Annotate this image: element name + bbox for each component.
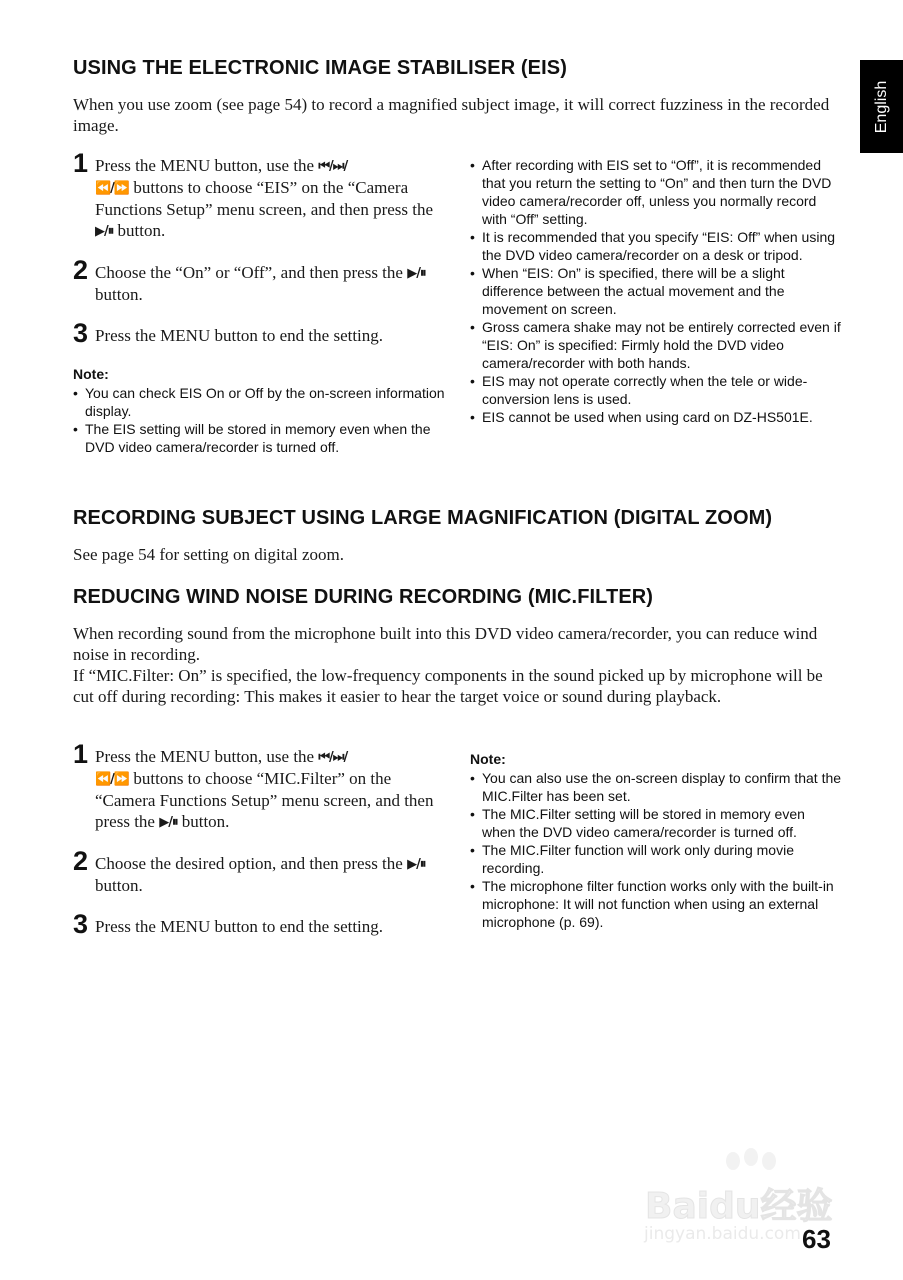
step-number: 1 <box>73 148 89 178</box>
digital-zoom-text: See page 54 for setting on digital zoom. <box>73 545 344 564</box>
eis-right-note-list <box>470 156 842 426</box>
skip-buttons-icon: ⏮/⏭/ <box>318 159 348 174</box>
step-text: Choose the desired option, and then press the <box>95 854 408 873</box>
language-tab-label: English <box>872 80 890 133</box>
step-text: Press the MENU button to end the setting. <box>95 917 384 936</box>
step-text: Press the MENU button to end the setting. <box>95 326 384 345</box>
digital-zoom-text-block <box>73 544 843 565</box>
eis-step-1 <box>73 148 453 242</box>
eis-steps <box>73 148 453 348</box>
step-text: Press the MENU button, use the <box>95 156 319 175</box>
step-number: 1 <box>73 739 89 769</box>
step-text: button. <box>95 285 143 304</box>
step-text: button. <box>113 221 166 240</box>
eis-note-list <box>73 384 453 456</box>
step-text: button. <box>95 876 143 895</box>
mic-filter-heading: REDUCING WIND NOISE DURING RECORDING (MIC.FILTER) <box>73 586 654 608</box>
play-pause-icon: ▶/⏸ <box>407 857 426 872</box>
note-title: Note: <box>73 366 109 382</box>
eis-step-2 <box>73 255 453 305</box>
mic-filter-intro <box>73 623 833 707</box>
step-number: 3 <box>73 318 89 348</box>
eis-step-3 <box>73 318 453 348</box>
mic-filter-steps <box>73 739 453 939</box>
note-item: • You can also use the on-screen display to confirm that the MIC.Filter has been set. <box>470 769 842 805</box>
play-pause-icon: ▶/⏸ <box>159 815 178 830</box>
page-number: 63 <box>802 1224 831 1254</box>
eis-intro <box>73 94 843 136</box>
mic-filter-note-list <box>470 769 842 931</box>
step-number: 2 <box>73 255 89 285</box>
paw-icon <box>744 1148 758 1166</box>
note-item: • Gross camera shake may not be entirely corrected even if “EIS: On” is specified: Firmly hold the DVD video camera/recorder with both hands. <box>470 318 842 372</box>
eis-heading: USING THE ELECTRONIC IMAGE STABILISER (EIS) <box>73 57 567 79</box>
step-number: 3 <box>73 909 89 939</box>
note-item: • EIS cannot be used when using card on DZ-HS501E. <box>470 408 842 426</box>
digital-zoom-heading: RECORDING SUBJECT USING LARGE MAGNIFICATION (DIGITAL ZOOM) <box>73 507 773 529</box>
mic-step-3 <box>73 909 453 939</box>
rewind-forward-icon: ⏪/⏩ <box>95 181 130 196</box>
play-pause-icon: ▶/⏸ <box>95 224 114 239</box>
step-text: button. <box>177 812 230 831</box>
eis-right-notes <box>470 156 842 426</box>
paw-icon <box>762 1152 776 1170</box>
eis-intro-text: When you use zoom (see page 54) to record a magnified subject image, it will correct fuzziness in the recorded image. <box>73 95 830 135</box>
paw-icon <box>726 1152 740 1170</box>
rewind-forward-icon: ⏪/⏩ <box>95 772 130 787</box>
step-text: Press the MENU button, use the <box>95 747 319 766</box>
mic-step-1 <box>73 739 453 833</box>
mic-step-2 <box>73 846 453 896</box>
step-number: 2 <box>73 846 89 876</box>
note-item: • The EIS setting will be stored in memory even when the DVD video camera/recorder is turned off. <box>73 420 453 456</box>
note-item: • The microphone filter function works only with the built-in microphone: It will not function when using an external microphone (p. 69). <box>470 877 842 931</box>
mic-filter-note <box>470 751 842 931</box>
note-item: • The MIC.Filter setting will be stored in memory even when the DVD video camera/recorder is turned off. <box>470 805 842 841</box>
watermark-url: jingyan.baidu.com <box>644 1224 801 1244</box>
step-text: Choose the “On” or “Off”, and then press the <box>95 263 408 282</box>
note-item: • When “EIS: On” is specified, there will be a slight difference between the actual movement and the movement on screen. <box>470 264 842 318</box>
play-pause-icon: ▶/⏸ <box>407 266 426 281</box>
step-text: buttons to choose “MIC.Filter” on the “Camera Functions Setup” menu screen, and then press the <box>95 769 434 831</box>
step-text: buttons to choose “EIS” on the “Camera Functions Setup” menu screen, and then press the <box>95 178 434 219</box>
note-item: • EIS may not operate correctly when the tele or wide-conversion lens is used. <box>470 372 842 408</box>
note-item: • The MIC.Filter function will work only during movie recording. <box>470 841 842 877</box>
note-item: • It is recommended that you specify “EIS: Off” when using the DVD video camera/recorder on a desk or tripod. <box>470 228 842 264</box>
language-tab <box>860 60 903 153</box>
mic-filter-intro-1: When recording sound from the microphone built into this DVD video camera/recorder, you can reduce wind noise in recording. <box>73 624 818 664</box>
eis-note <box>73 366 453 456</box>
note-item: • You can check EIS On or Off by the on-screen information display. <box>73 384 453 420</box>
mic-filter-intro-2: If “MIC.Filter: On” is specified, the low-frequency components in the sound picked up by microphone will be cut off during recording: This makes it easier to hear the target voice or sound during playback. <box>73 666 823 706</box>
skip-buttons-icon: ⏮/⏭/ <box>318 750 348 765</box>
watermark-logo: Baidu经验 <box>645 1186 833 1227</box>
note-item: • After recording with EIS set to “Off”, it is recommended that you return the setting to “On” and then turn the DVD video camera/recorder off, unless you normally record with “Off” setting. <box>470 156 842 228</box>
note-title: Note: <box>470 751 506 767</box>
